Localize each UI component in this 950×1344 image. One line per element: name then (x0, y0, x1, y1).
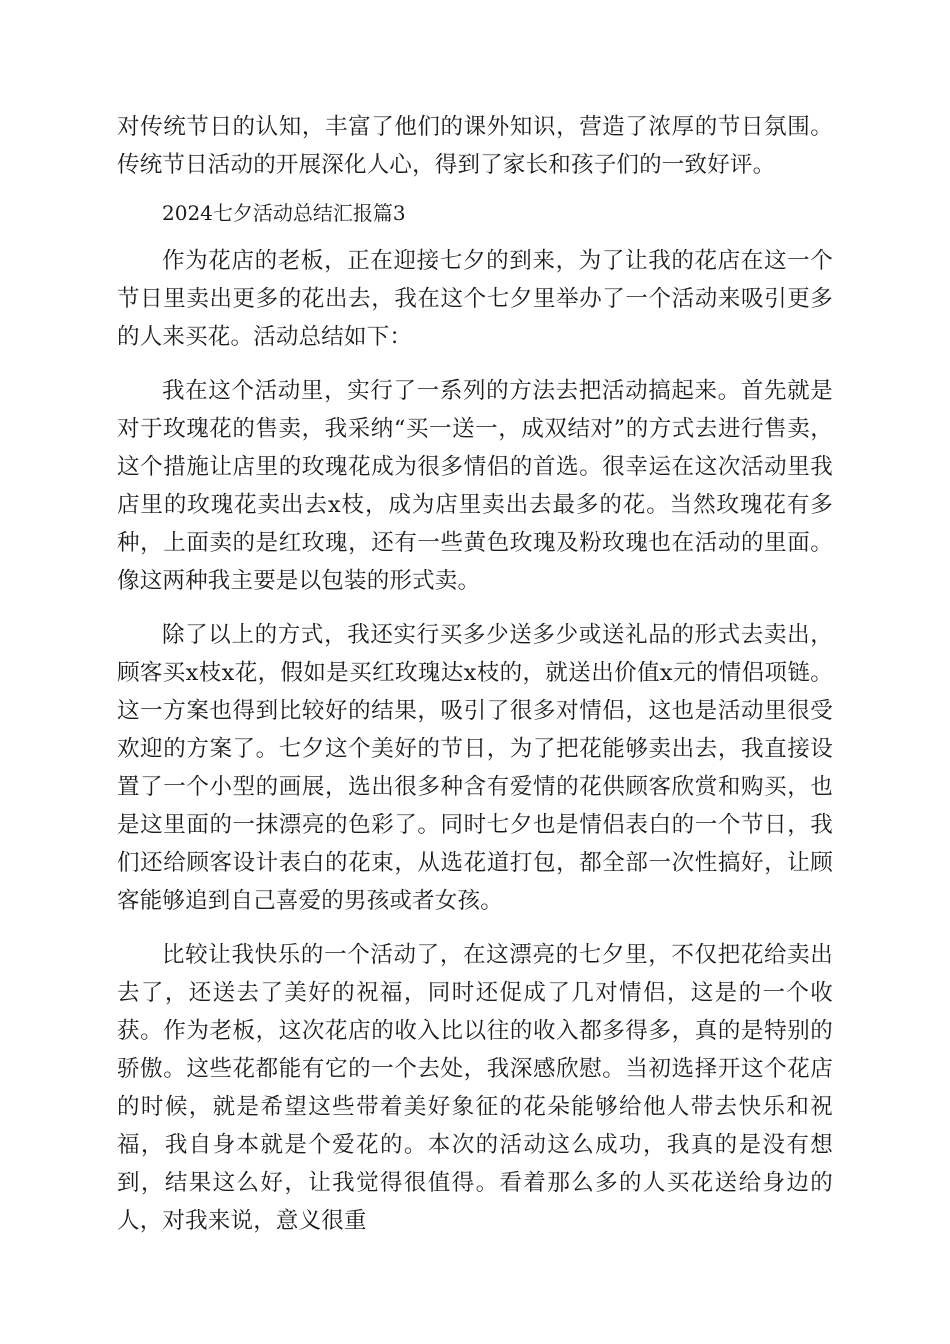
paragraph-reflection: 比较让我快乐的一个活动了，在这漂亮的七夕里，不仅把花给卖出去了，还送去了美好的祝福，同时还促成了几对情侣，这是的一个收获。作为老板，这次花店的收入比以往的收入都多得多，真的是特别的骄傲。这些花都能有它的一个去处，我深感欣慰。当初选择开这个花店的时候，就是希望这些带着美好象征的花朵能够给他人带去快乐和祝福，我自身本就是个爱花的。本次的活动这么成功，我真的是没有想到，结果这么好，让我觉得很值得。看着那么多的人买花送给身边的人，对我来说，意义很重 (117, 942, 833, 1234)
document-page (117, 108, 833, 1240)
paragraph-continued: 对传统节日的认知，丰富了他们的课外知识，营造了浓厚的节日氛围。传统节日活动的开展深化人心，得到了家长和孩子们的一致好评。 (117, 114, 833, 178)
section-heading: 2024七夕活动总结汇报篇3 (162, 201, 406, 225)
spacer (117, 920, 833, 936)
paragraph-promotions: 除了以上的方式，我还实行买多少送多少或送礼品的形式去卖出，顾客买x枝x花，假如是买红玫瑰达x枝的，就送出价值x元的情侣项链。这一方案也得到比较好的结果，吸引了很多对情侣，这也是活动里很受欢迎的方案了。七夕这个美好的节日，为了把花能够卖出去，我直接设置了一个小型的画展，选出很多种含有爱情的花供顾客欣赏和购买，也是这里面的一抹漂亮的色彩了。同时七夕也是情侣表白的一个节日，我们还给顾客设计表白的花束，从选花道打包，都全部一次性搞好，让顾客能够追到自己喜爱的男孩或者女孩。 (117, 622, 833, 914)
paragraph-intro: 作为花店的老板，正在迎接七夕的到来，为了让我的花店在这一个节日里卖出更多的花出去，我在这个七夕里举办了一个活动来吸引更多的人来买花。活动总结如下： (117, 248, 833, 350)
spacer (117, 356, 833, 372)
spacer (117, 600, 833, 616)
paragraph-rose-sales: 我在这个活动里，实行了一系列的方法去把活动搞起来。首先就是对于玫瑰花的售卖，我采纳“买一送一，成双结对”的方式去进行售卖，这个措施让店里的玫瑰花成为很多情侣的首选。很幸运在这次活动里我店里的玫瑰花卖出去x枝，成为店里卖出去最多的花。当然玫瑰花有多种，上面卖的是红玫瑰，还有一些黄色玫瑰及粉玫瑰也在活动的里面。像这两种我主要是以包装的形式卖。 (117, 378, 833, 594)
spacer (117, 232, 833, 242)
spacer (117, 184, 833, 194)
